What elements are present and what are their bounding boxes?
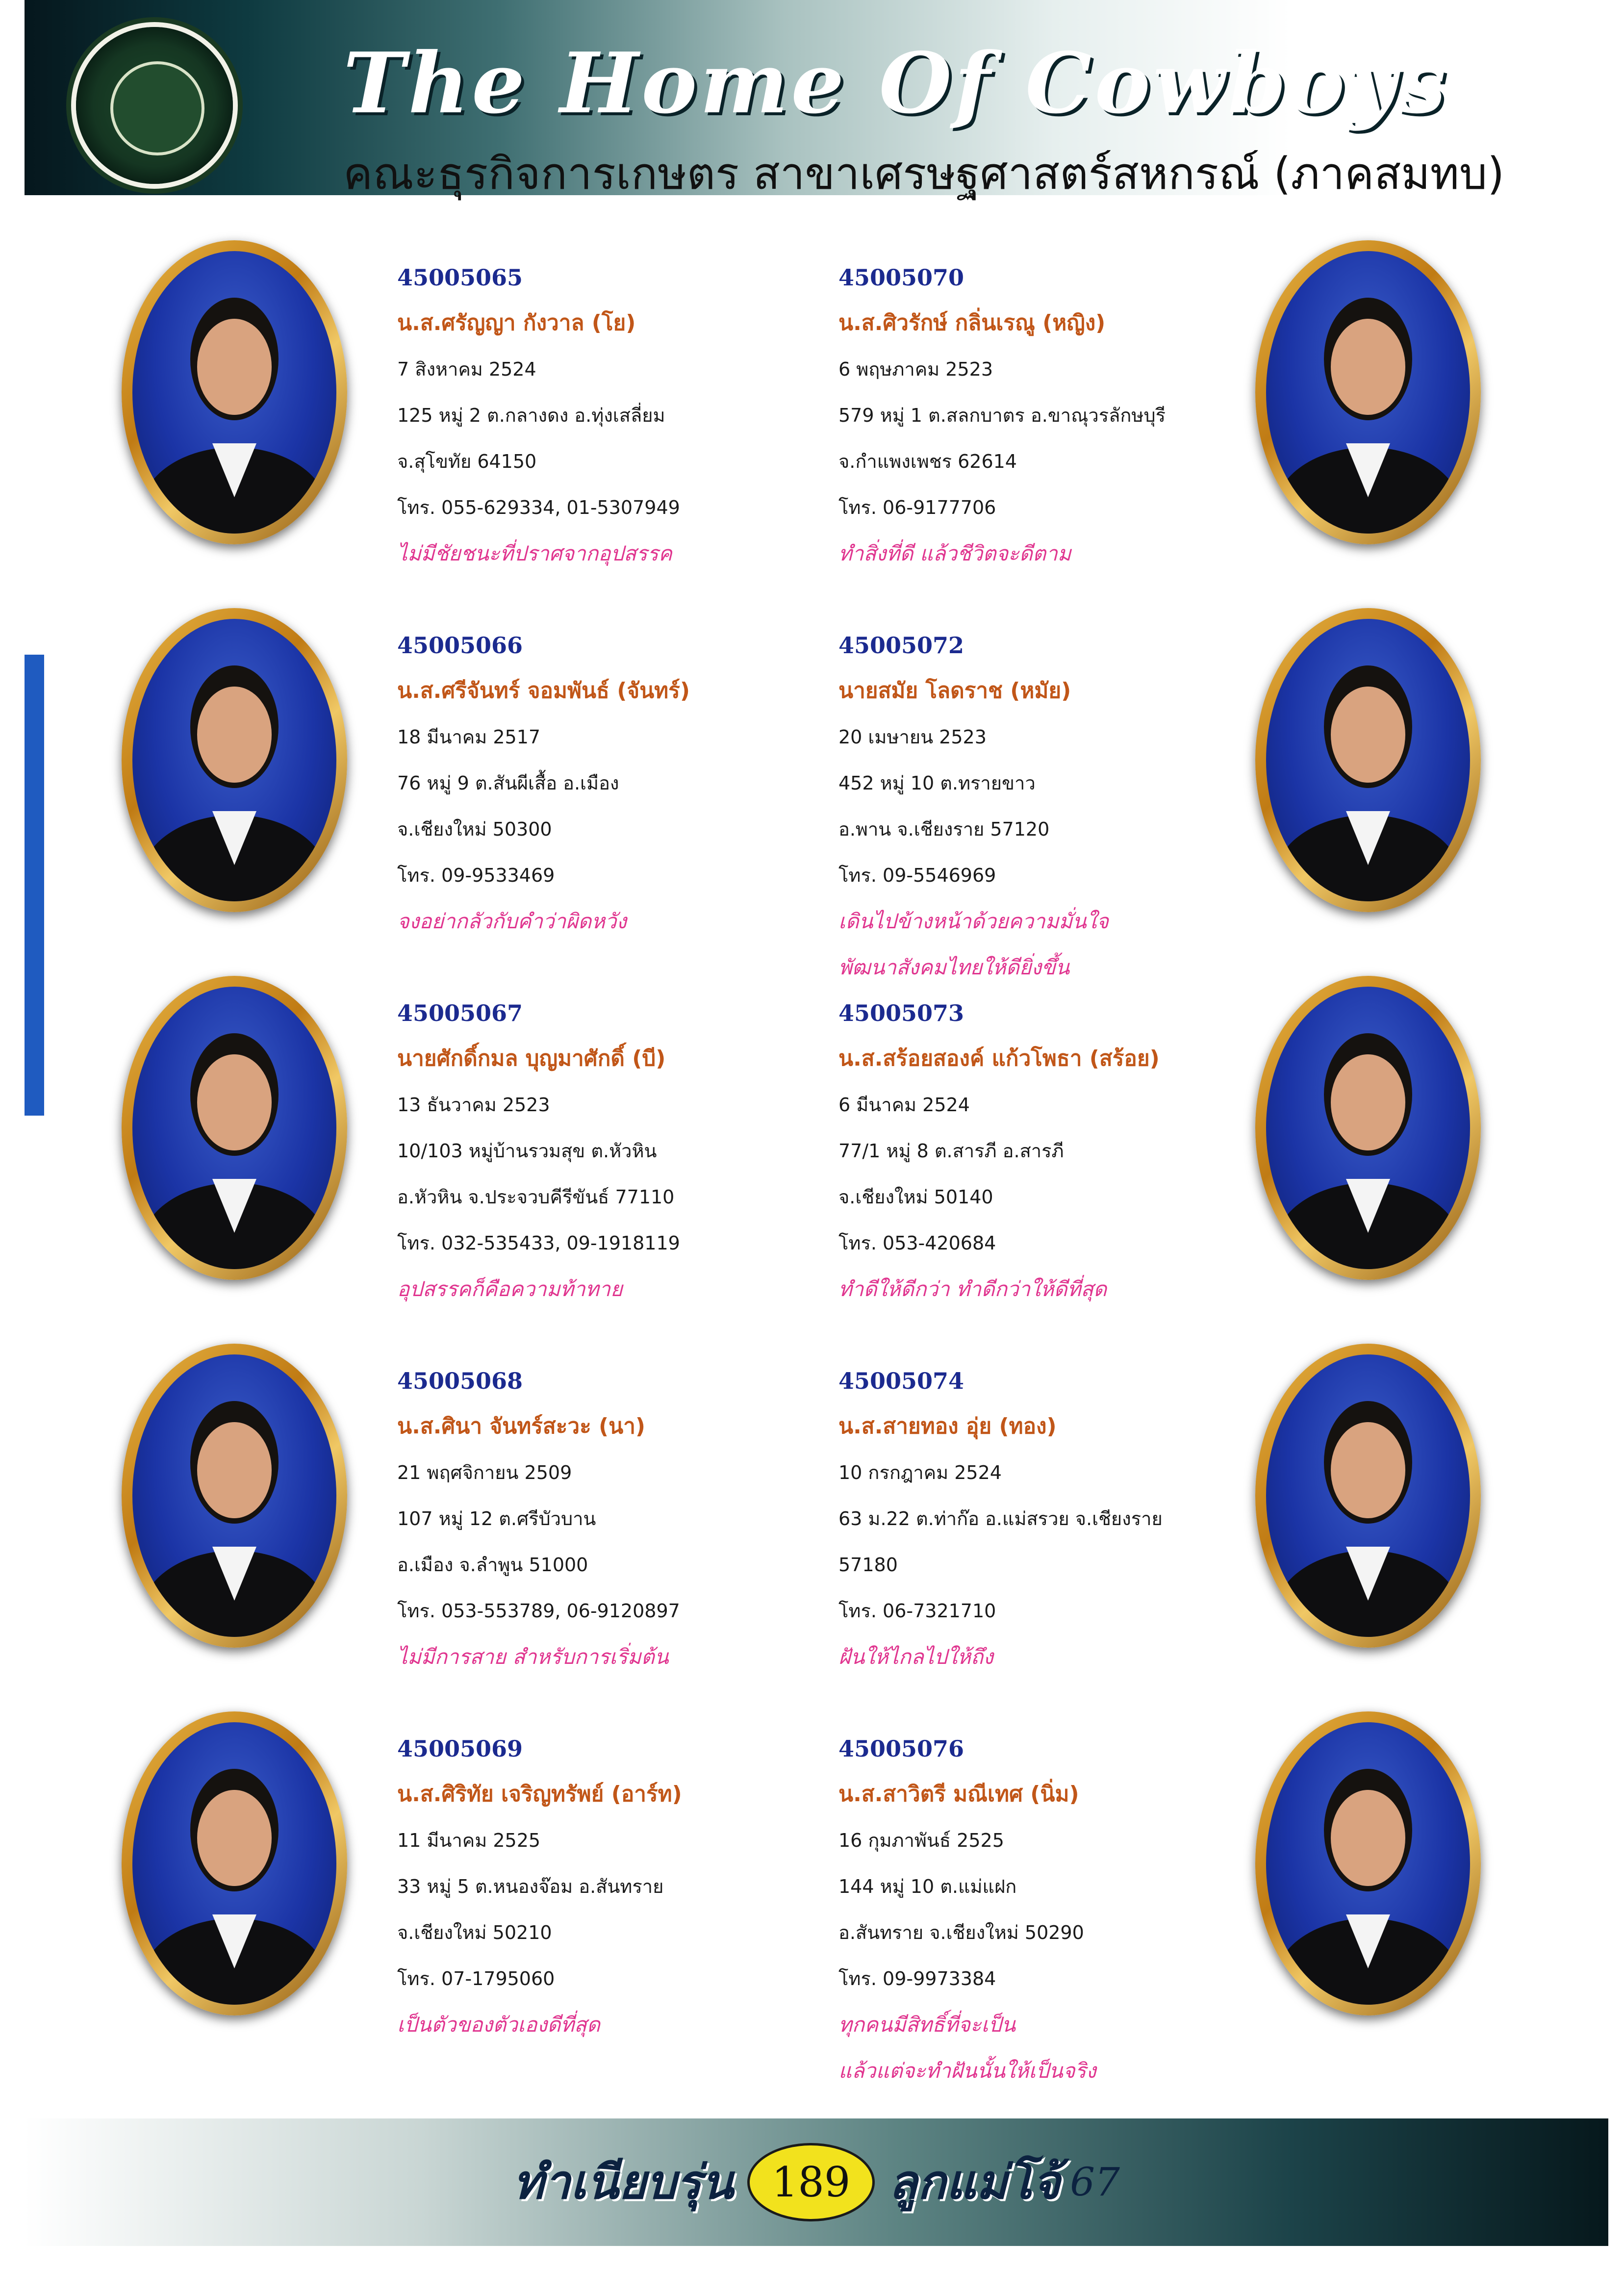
student-motto: ไม่มีชัยชนะที่ปราศจากอุปสรรค	[397, 541, 672, 565]
student-address-line: 579 หมู่ 1 ต.สลกบาตร อ.ขาณุวรลักษบุรี	[838, 405, 1166, 426]
student-entry	[397, 991, 888, 1312]
student-motto: จงอย่ากลัวกับคำว่าผิดหวัง	[397, 909, 627, 933]
student-name: นายสมัย โลดราช (หมัย)	[838, 678, 1071, 703]
student-name: น.ส.ศรัญญา กังวาล (โย)	[397, 310, 636, 335]
student-phone: โทร. 09-9533469	[397, 865, 555, 886]
student-entry	[838, 623, 1329, 991]
student-birthdate: 10 กรกฎาคม 2524	[838, 1462, 1002, 1483]
student-motto: เดินไปข้างหน้าด้วยความมั่นใจ	[838, 909, 1109, 933]
student-motto: อุปสรรคก็คือความท้าทาย	[397, 1277, 623, 1301]
student-name: นายศักดิ์กมล บุญมาศักดิ์ (บี)	[397, 1046, 666, 1071]
portrait-face	[197, 1422, 272, 1518]
student-address-line: อ.เมือง จ.ลำพูน 51000	[397, 1554, 588, 1576]
portrait-face	[197, 1790, 272, 1886]
student-entry	[397, 1726, 888, 2048]
footer-left-text: ทำเนียบรุ่น	[513, 2154, 734, 2210]
student-phone: โทร. 053-553789, 06-9120897	[397, 1600, 680, 1622]
student-motto: ฝันให้ไกลไปให้ถึง	[838, 1645, 993, 1669]
student-birthdate: 18 มีนาคม 2517	[397, 726, 541, 748]
footer-right-text: ลูกแม่โจ้	[888, 2154, 1061, 2210]
student-address-line: 76 หมู่ 9 ต.สันผีเสื้อ อ.เมือง	[397, 772, 619, 794]
student-address-line: อ.สันทราย จ.เชียงใหม่ 50290	[838, 1922, 1084, 1943]
student-address-line: จ.เชียงใหม่ 50210	[397, 1922, 552, 1943]
student-name: น.ส.สาวิตรี มณีเทศ (นิ่ม)	[838, 1782, 1079, 1807]
student-address-line: จ.สุโขทัย 64150	[397, 451, 537, 472]
student-address-line: 57180	[838, 1554, 898, 1576]
footer-tail-number: 67	[1070, 2159, 1120, 2205]
student-birthdate: 21 พฤศจิกายน 2509	[397, 1462, 572, 1483]
student-address-line: จ.เชียงใหม่ 50300	[397, 818, 552, 840]
portrait-face	[1331, 1422, 1405, 1518]
student-id: 45005069	[397, 1735, 523, 1762]
portrait-face	[197, 687, 272, 783]
footer-text	[25, 2118, 1608, 2246]
student-birthdate: 6 มีนาคม 2524	[838, 1094, 970, 1116]
student-entry	[838, 991, 1329, 1312]
photo-background	[132, 987, 336, 1269]
page-subtitle: คณะธุรกิจการเกษตร สาขาเศรษฐศาสตร์สหกรณ์ (ภาคสมทบ)	[343, 148, 1505, 200]
student-name: น.ส.ศิวรักษ์ กลิ่นเรณู (หญิง)	[838, 310, 1106, 335]
student-motto: ทุกคนมีสิทธิ์ที่จะเป็น	[838, 2013, 1016, 2037]
photo-background	[132, 1722, 336, 2005]
student-motto: เป็นตัวของตัวเองดีที่สุด	[397, 2013, 600, 2037]
student-birthdate: 11 มีนาคม 2525	[397, 1830, 541, 1851]
student-id: 45005066	[397, 632, 523, 659]
student-id: 45005074	[838, 1368, 964, 1394]
student-birthdate: 16 กุมภาพันธ์ 2525	[838, 1830, 1004, 1851]
student-id: 45005068	[397, 1368, 523, 1394]
student-address-line: 77/1 หมู่ 8 ต.สารภี อ.สารภี	[838, 1140, 1064, 1162]
student-entry	[397, 255, 888, 577]
student-motto: ทำสิ่งที่ดี แล้วชีวิตจะดีตาม	[838, 541, 1071, 565]
left-accent-bar	[25, 655, 44, 1116]
student-id: 45005076	[838, 1735, 964, 1762]
student-address-line: 452 หมู่ 10 ต.ทรายขาว	[838, 772, 1036, 794]
student-address-line: 33 หมู่ 5 ต.หนองจ๊อม อ.สันทราย	[397, 1876, 664, 1897]
portrait-face	[1331, 319, 1405, 415]
student-phone: โทร. 053-420684	[838, 1232, 996, 1254]
student-address-line: 10/103 หมู่บ้านรวมสุข ต.หัวหิน	[397, 1140, 657, 1162]
student-id: 45005070	[838, 264, 964, 291]
student-photo	[122, 608, 347, 912]
portrait-face	[197, 319, 272, 415]
student-entry	[397, 623, 888, 944]
student-id: 45005072	[838, 632, 964, 659]
student-address-line: 125 หมู่ 2 ต.กลางดง อ.ทุ่งเสลี่ยม	[397, 405, 665, 426]
portrait-face	[1331, 1790, 1405, 1886]
portrait-face	[1331, 1054, 1405, 1150]
student-photo	[122, 240, 347, 544]
student-motto: ทำดีให้ดีกว่า ทำดีกว่าให้ดีที่สุด	[838, 1277, 1107, 1301]
student-photo	[122, 976, 347, 1280]
page-title: The Home Of Cowboys	[343, 34, 1449, 132]
student-birthdate: 20 เมษายน 2523	[838, 726, 987, 748]
student-phone: โทร. 06-9177706	[838, 497, 996, 518]
student-phone: โทร. 032-535433, 09-1918119	[397, 1232, 680, 1254]
student-motto: ไม่มีการสาย สำหรับการเริ่มต้น	[397, 1645, 669, 1669]
portrait-face	[197, 1054, 272, 1150]
photo-background	[132, 251, 336, 534]
student-motto: แล้วแต่จะทำฝันนั้นให้เป็นจริง	[838, 2059, 1096, 2083]
student-motto: พัฒนาสังคมไทยให้ดียิ่งขึ้น	[838, 955, 1070, 979]
photo-background	[132, 619, 336, 901]
portrait-face	[1331, 687, 1405, 783]
student-birthdate: 6 พฤษภาคม 2523	[838, 358, 993, 380]
student-phone: โทร. 07-1795060	[397, 1968, 555, 1989]
student-address-line: 63 ม.22 ต.ท่าก๊อ อ.แม่สรวย จ.เชียงราย	[838, 1508, 1163, 1530]
student-birthdate: 13 ธันวาคม 2523	[397, 1094, 550, 1116]
student-entry	[838, 255, 1329, 577]
student-address-line: 107 หมู่ 12 ต.ศรีบัวบาน	[397, 1508, 596, 1530]
student-id: 45005067	[397, 1000, 523, 1026]
student-address-line: จ.กำแพงเพชร 62614	[838, 451, 1017, 472]
student-entry	[838, 1358, 1329, 1680]
seal-emblem-icon	[110, 61, 204, 155]
student-address-line: อ.หัวหิน จ.ประจวบคีรีขันธ์ 77110	[397, 1186, 675, 1208]
student-address-line: จ.เชียงใหม่ 50140	[838, 1186, 993, 1208]
student-photo	[122, 1344, 347, 1648]
student-entry	[838, 1726, 1329, 2094]
student-phone: โทร. 055-629334, 01-5307949	[397, 497, 680, 518]
student-entry	[397, 1358, 888, 1680]
student-phone: โทร. 09-5546969	[838, 865, 996, 886]
photo-background	[132, 1354, 336, 1637]
student-name: น.ส.ศินา จันทร์สะวะ (นา)	[397, 1414, 646, 1439]
student-name: น.ส.ศรีจันทร์ จอมพันธ์ (จันทร์)	[397, 678, 690, 703]
page-footer	[25, 2118, 1608, 2246]
student-id: 45005065	[397, 264, 523, 291]
student-name: น.ส.สายทอง อุ่ย (ทอง)	[838, 1414, 1057, 1439]
student-phone: โทร. 06-7321710	[838, 1600, 996, 1622]
university-seal-logo	[76, 27, 233, 184]
student-address-line: 144 หมู่ 10 ต.แม่แฝก	[838, 1876, 1017, 1897]
student-name: น.ส.สร้อยสองค์ แก้วโพธา (สร้อย)	[838, 1046, 1160, 1071]
student-name: น.ส.ศิริทัย เจริญทรัพย์ (อาร์ท)	[397, 1782, 682, 1807]
student-photo	[122, 1711, 347, 2015]
student-id: 45005073	[838, 1000, 964, 1026]
student-birthdate: 7 สิงหาคม 2524	[397, 358, 536, 380]
page-number: 189	[747, 2143, 875, 2221]
student-phone: โทร. 09-9973384	[838, 1968, 996, 1989]
student-address-line: อ.พาน จ.เชียงราย 57120	[838, 818, 1050, 840]
